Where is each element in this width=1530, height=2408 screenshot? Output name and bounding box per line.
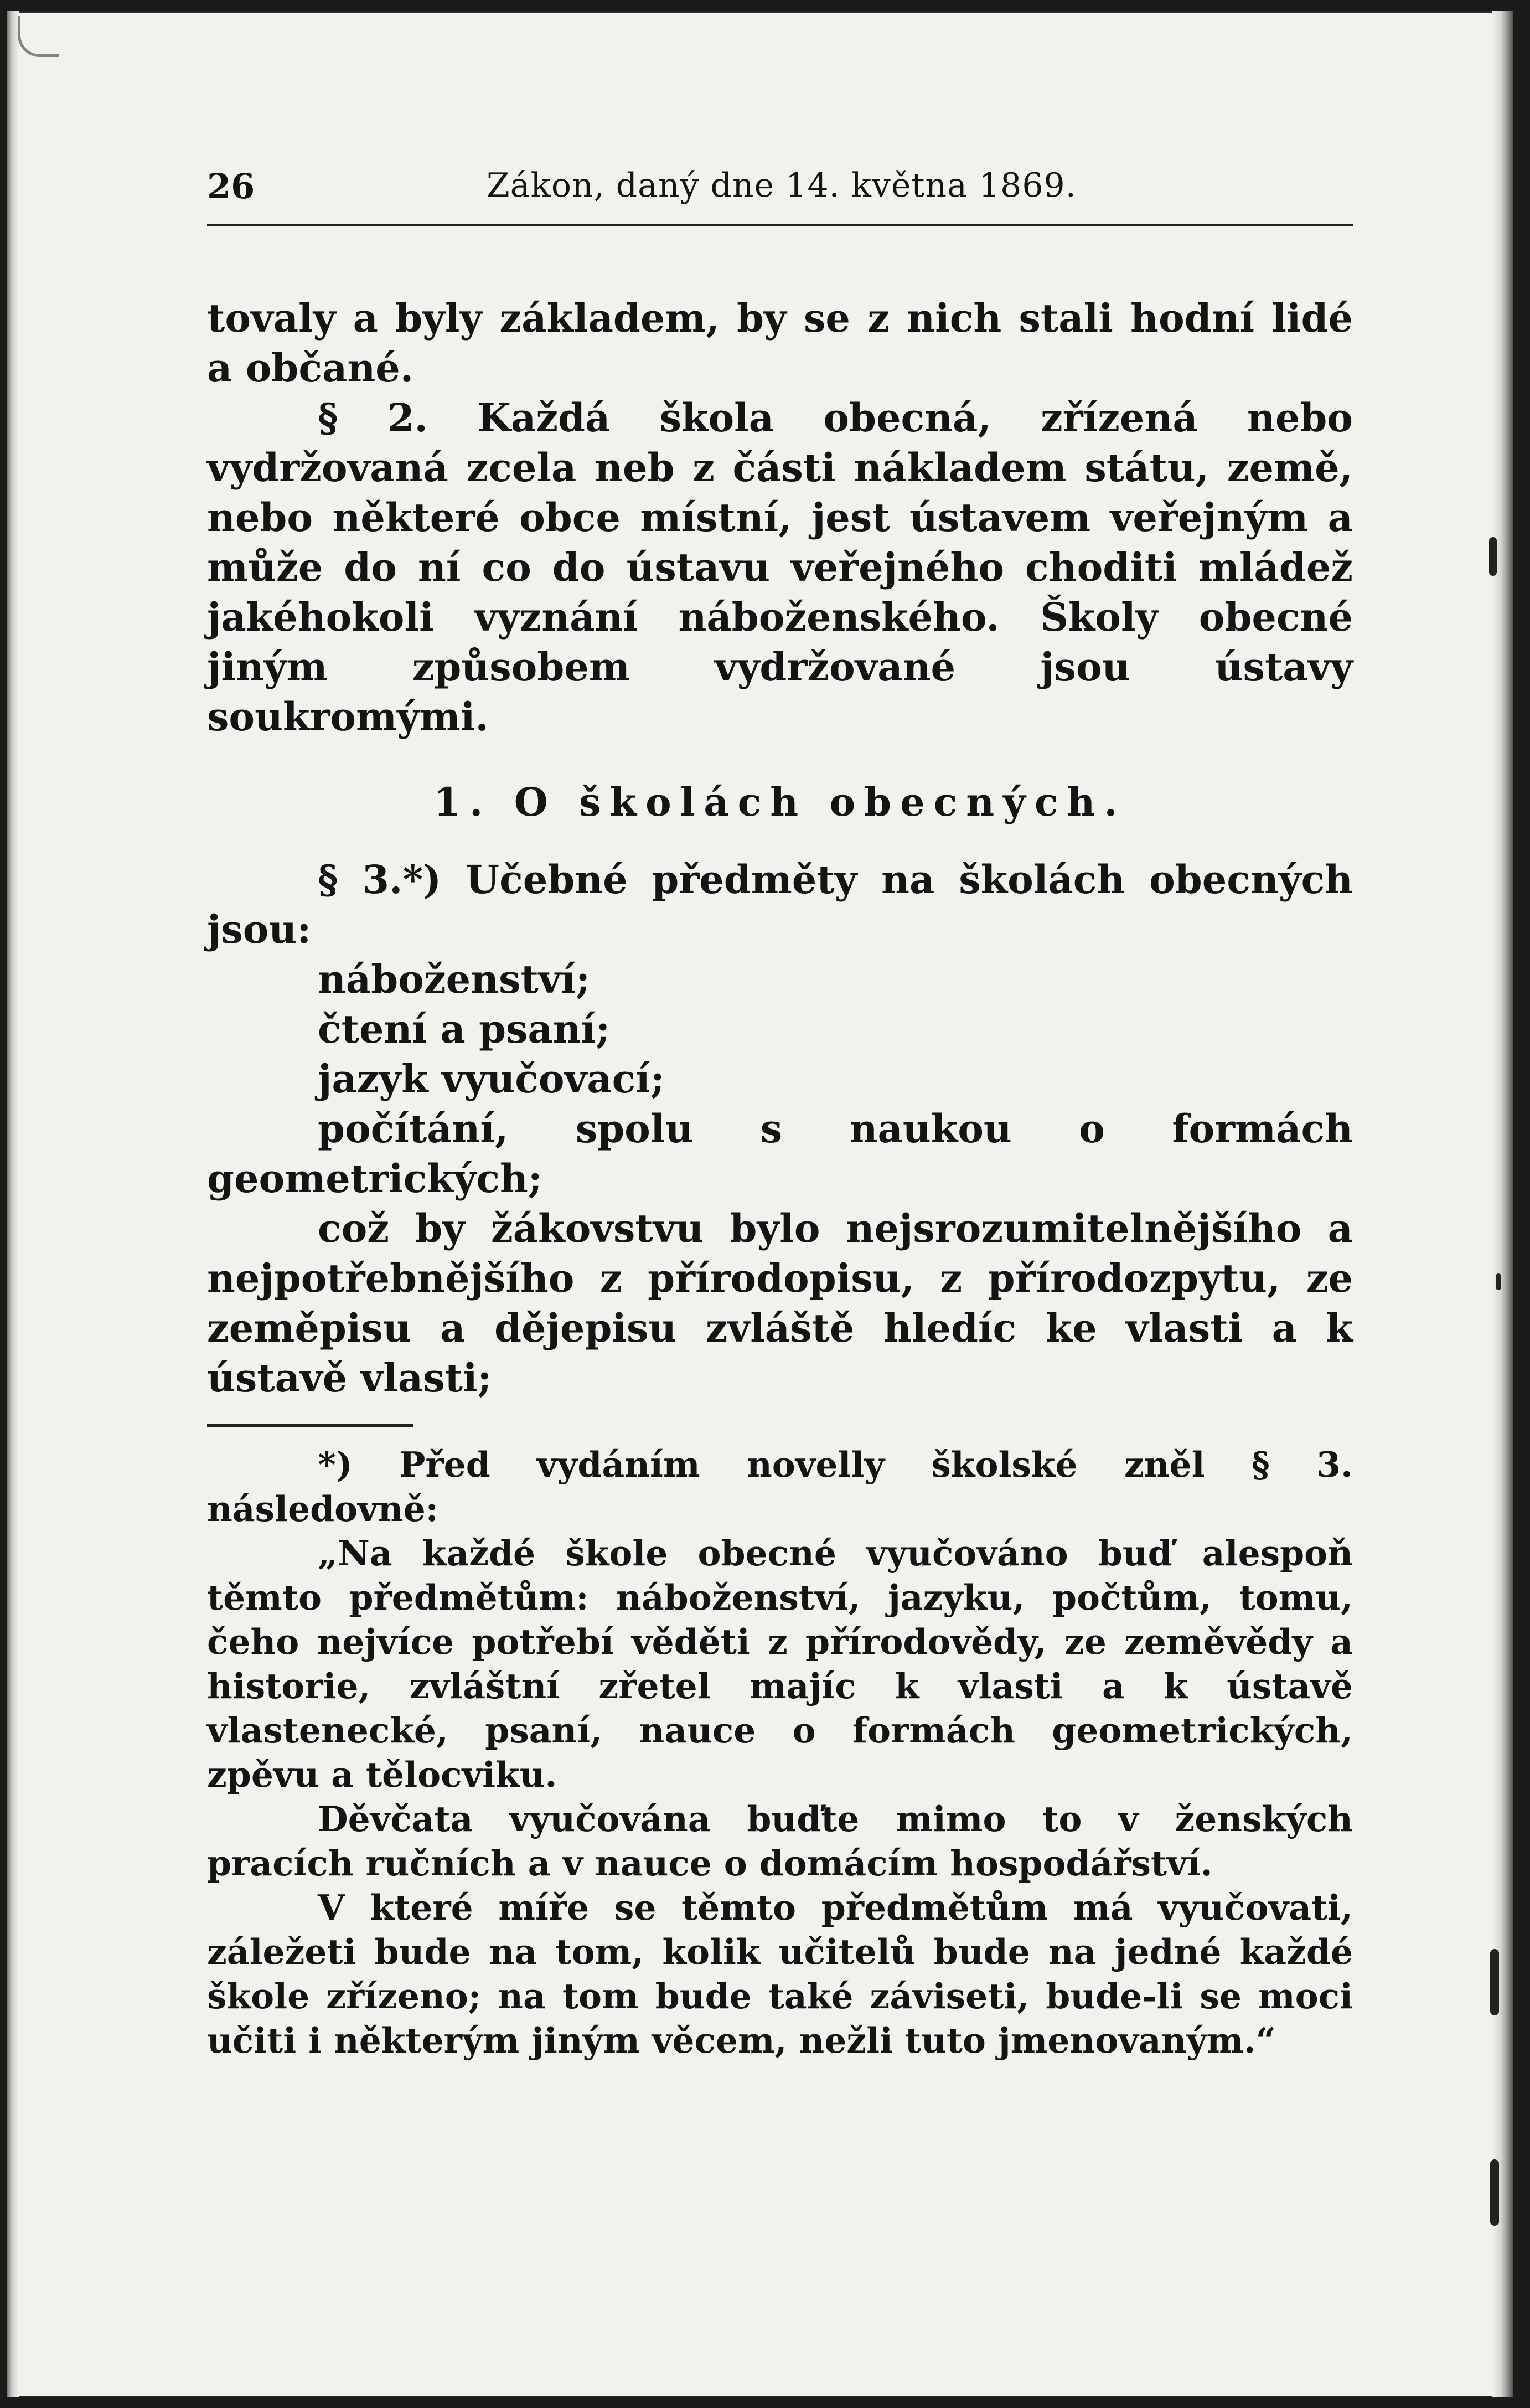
- section-heading: 1. O školách obecných.: [433, 779, 1126, 825]
- subject-item: čtení a psaní;: [318, 1006, 611, 1052]
- subject-item: jazyk vyučovací;: [318, 1056, 665, 1102]
- page-right-edge: [1492, 11, 1513, 2397]
- footnote-quote: Děvčata vyučována buďte mimo to v ženských pracích ručních a v nauce o domácím hospodářství.: [207, 1798, 1353, 1884]
- page-header: [207, 149, 1353, 210]
- subject-item: což by žákovstvu bylo nejsrozumitelnějšího a nejpotřebnějšího z přírodopisu, z přírodozpytu, ze zeměpisu a dějepisu zvláště hledíc ke vlasti a k ústavě vlasti;: [207, 1205, 1353, 1401]
- running-title: Zákon, daný dne 14. května 1869.: [487, 166, 1077, 205]
- paragraph-section-2: § 2. Každá škola obecná, zřízená nebo vydržovaná zcela neb z části nákladem státu, země, nebo některé obce místní, jest ústavem veřejným a může do ní co do ústavu veřejného choditi mládež jakéhokoli vyznání náboženského. Školy obecné jiným způsobem vydržované jsou ústavy soukromými.: [207, 395, 1353, 740]
- footnote-intro: *) Před vydáním novelly školské zněl § 3. následovně:: [207, 1444, 1353, 1529]
- page-number: 26: [207, 166, 255, 207]
- subject-item: náboženství;: [318, 956, 590, 1002]
- subject-item: počítání, spolu s naukou o formách geometrických;: [207, 1106, 1353, 1202]
- margin-ink-mark: [1496, 1273, 1501, 1290]
- page-left-edge: [7, 11, 19, 2397]
- margin-ink-mark: [1490, 2159, 1499, 2226]
- scanned-page: [7, 11, 1513, 2397]
- body-text: [207, 293, 1353, 2062]
- margin-ink-mark: [1490, 1949, 1499, 2015]
- footnote-rule: [207, 1424, 413, 1427]
- footnote-quote: V které míře se těmto předmětům má vyučovati, záležeti bude na tom, kolik učitelů bude na jedné každé škole zřízeno; na tom bude také záviseti, bude-li se moci učiti i některým jiným věcem, nežli tuto jmenovaným.“: [207, 1887, 1353, 2061]
- margin-ink-mark: [1489, 537, 1497, 576]
- page-content: [207, 149, 1353, 2061]
- corner-pencil-mark: [18, 16, 59, 57]
- footnote: [207, 1442, 1353, 2062]
- paragraph-section-3: § 3.*) Učebné předměty na školách obecných jsou:: [207, 857, 1353, 952]
- footnote-quote: „Na každé škole obecné vyučováno buď alespoň těmto předmětům: náboženství, jazyku, počtům, tomu, čeho nejvíce potřebí věděti z přírodovědy, ze zeměvědy a historie, zvláštní zřetel majíc k vlasti a k ústavě vlastenecké, psaní, nauce o formách geometrických, zpěvu a tělocviku.: [207, 1533, 1353, 1795]
- header-rule: [207, 224, 1353, 226]
- paragraph-continuation: tovaly a byly základem, by se z nich stali hodní lidé a občané.: [207, 295, 1353, 391]
